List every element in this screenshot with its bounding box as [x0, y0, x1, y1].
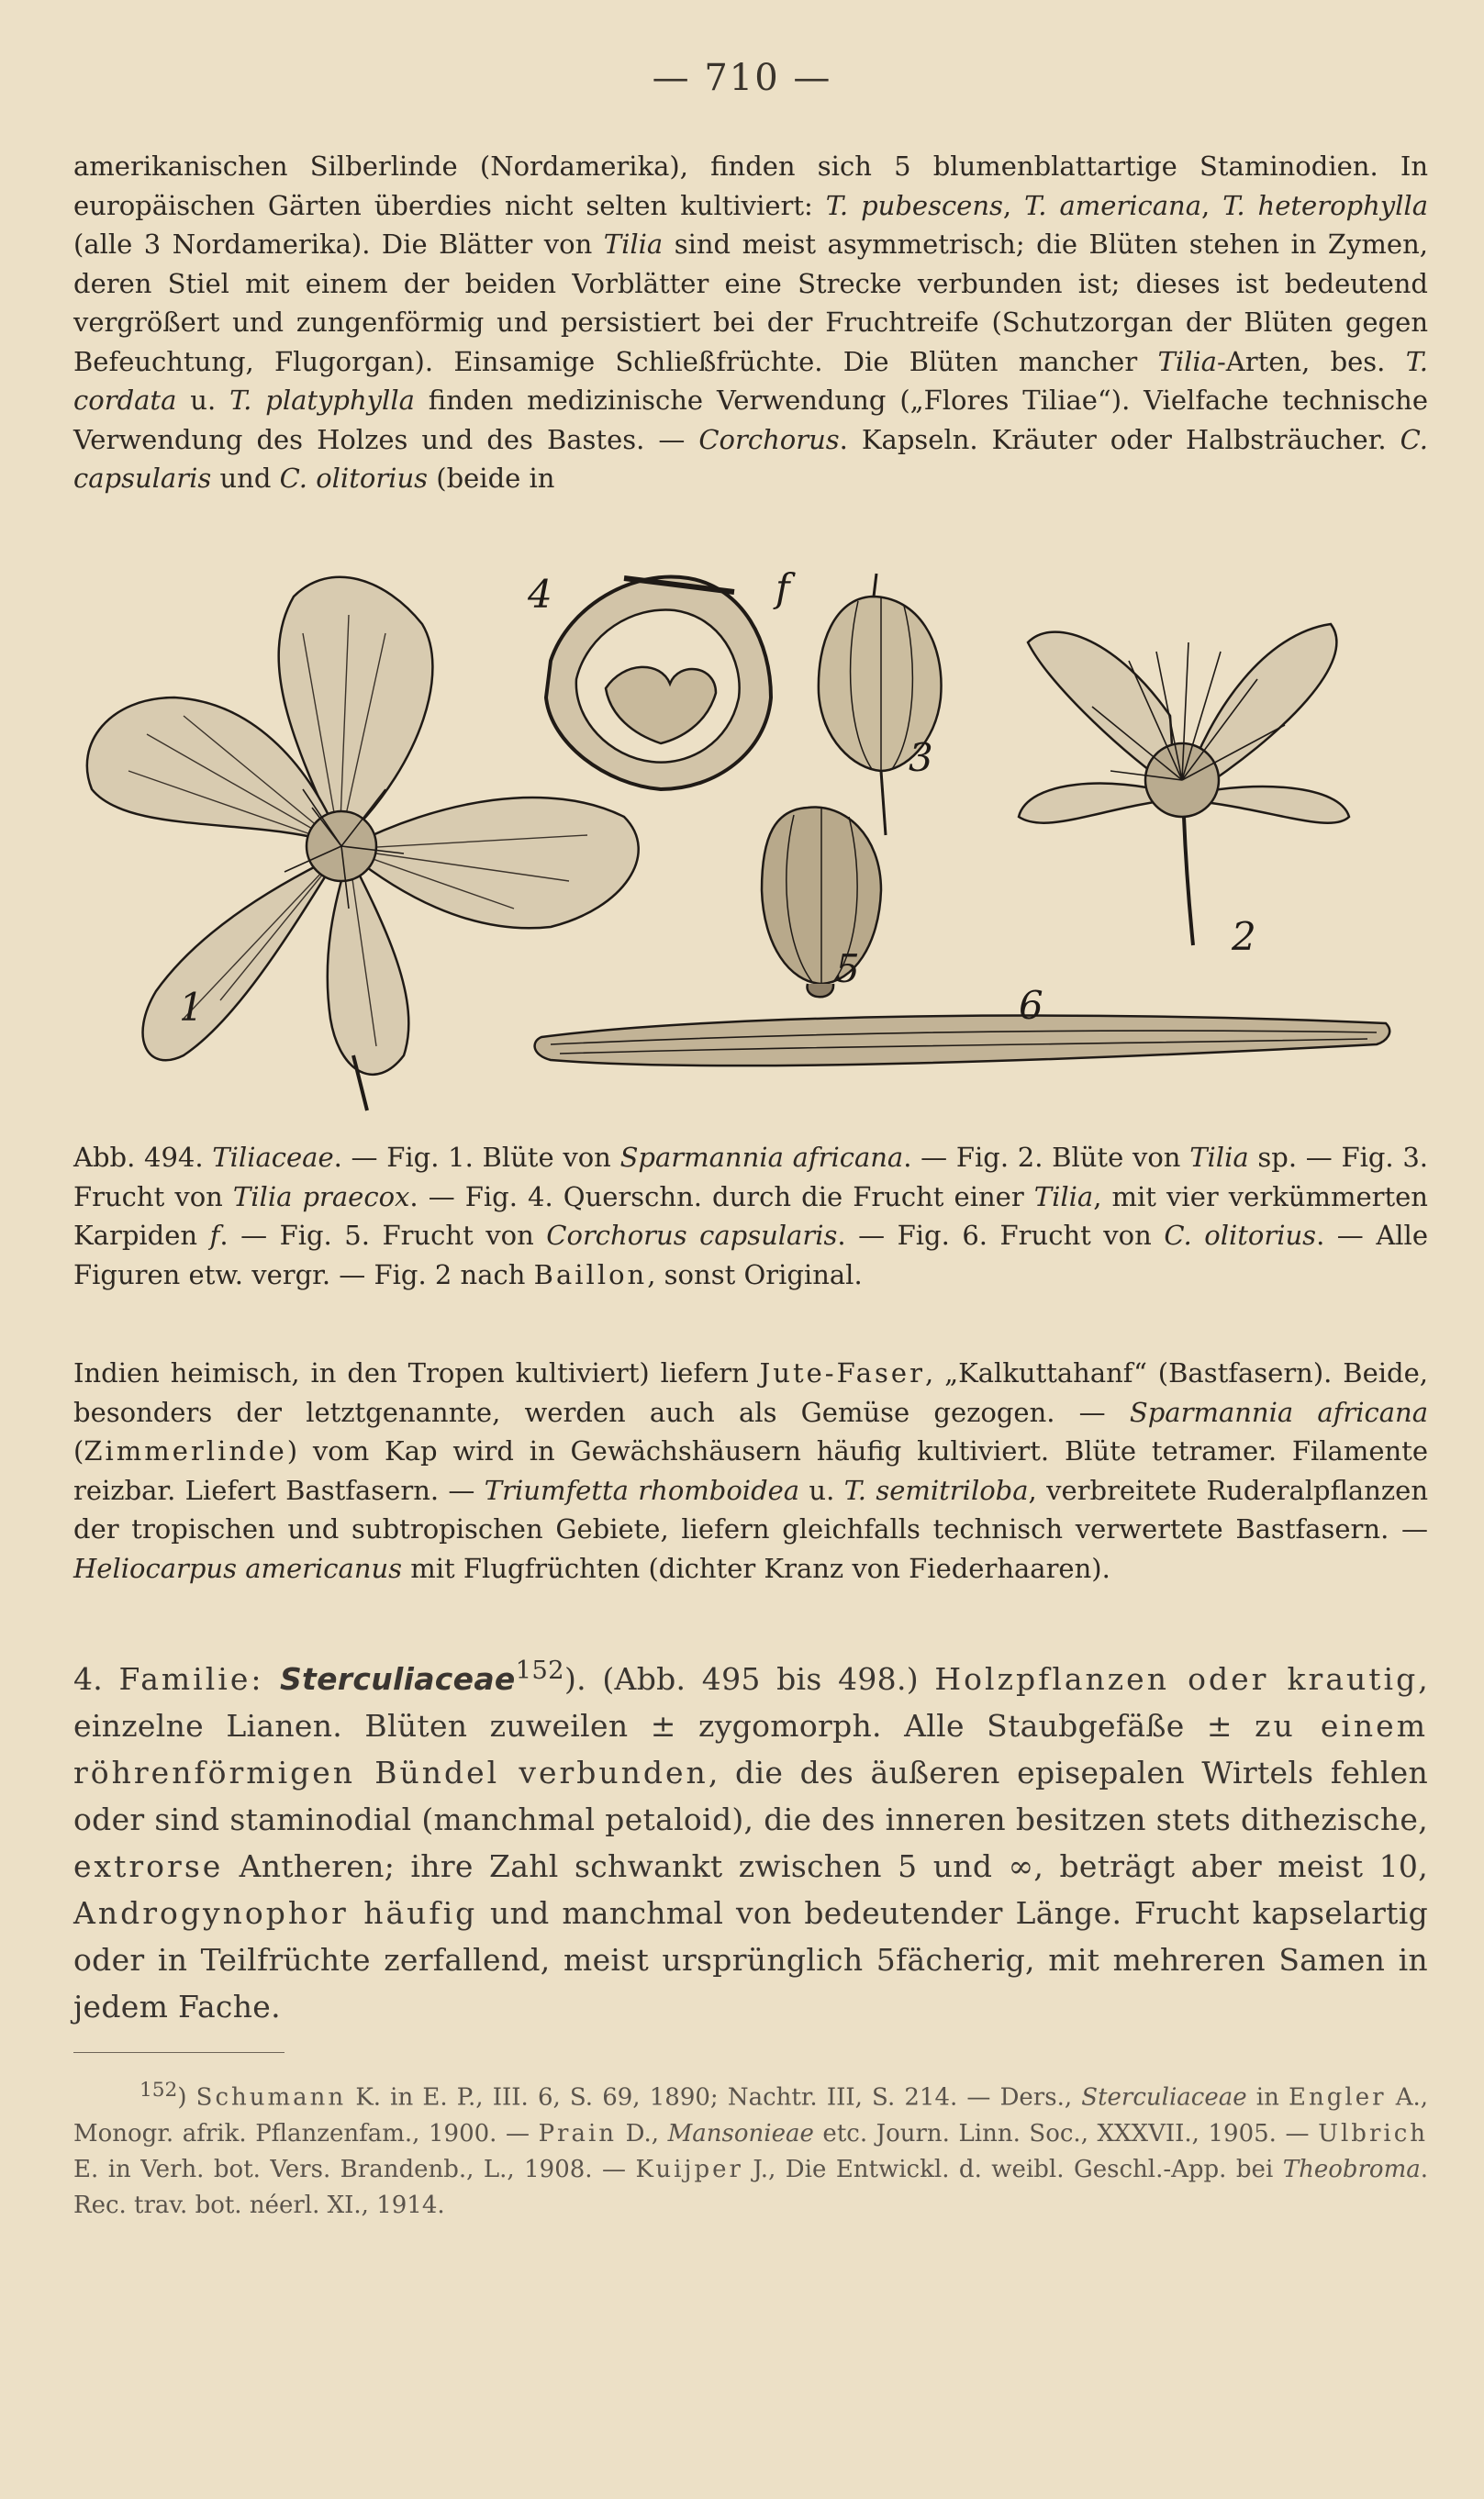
top-paragraph: amerikanischen Silberlinde (Nordamerika), finden sich 5 blumenblattartige Staminodien. In europäischen Gärten überdies nicht selten kultiviert: T. pubescens, T. americana, T. heterophylla (alle 3 Nordamerika). Die Blätter von Tilia sind meist asymmetrisch; die Blüten stehen in Zymen, deren Stiel mit einem der beiden Vorblätter eine Strecke verbunden ist; dieses ist bedeutend vergrößert und zungenförmig und persistiert bei der Fruchtreife (Schutzorgan der Blüten gegen Befeuchtung, Flugorgan). Einsamige Schließfrüchte. Die Blüten mancher Tilia-Arten, bes. T. cordata u. T. platyphylla finden medizinische Verwendung („Flores Tiliae“). Vielfache technische Verwendung des Holzes und des Bastes. — Corchorus. Kapseln. Kräuter oder Halbsträucher. C. capsularis und C. olitorius (beide in	[73, 151, 1428, 494]
fig-label: f	[775, 565, 790, 610]
fig-label: 5	[835, 946, 860, 991]
fig-label: 2	[1232, 914, 1256, 959]
middle-paragraph: Indien heimisch, in den Tropen kultiviert) liefern Jute-Faser, „Kalkuttahanf“ (Bastfasern). Beide, besonders der letztgenannte, werden auch als Gemüse gezogen. — Sparmannia africana (Zimmerlinde) vom Kap wird in Gewächshäusern häufig kultiviert. Blüte tetramer. Filamente reizbar. Liefert Bastfasern. — Triumfetta rhomboidea u. T. semitriloba, verbreitete Ruderalpflanzen der tropischen und subtropischen Gebiete, liefern gleichfalls technisch verwertete Bastfasern. — Heliocarpus americanus mit Flugfrüchten (dichter Kranz von Fiederhaaren).	[73, 1357, 1429, 1584]
footnote-divider	[73, 2052, 285, 2053]
family-paragraph: 4. Familie: Sterculiaceae$^{152}$). (Abb. 495 bis 498.) Holzpflanzen oder krautig, einzelne Lianen. Blüten zuweilen ± zygomorph. Alle Staubgefäße ± zu einem röhrenförmigen Bündel verbunden, die des äußeren episepalen Wirtels fehlen oder sind staminodial (manchmal petaloid), die des inneren besitzen stets dithezische, extrorse Antheren; ihre Zahl schwankt zwischen 5 und ∞, beträgt aber meist 10, Androgynophor häufig und manchmal von bedeutender Länge. Frucht kapselartig oder in Teilfrüchte zerfallend, meist ursprünglich 5fächerig, mit mehreren Samen in jedem Fache.	[73, 1656, 1428, 2025]
fig-label: 1	[179, 985, 204, 1030]
fig5-fruit-drawing	[762, 808, 881, 998]
fig-label: 4	[528, 572, 552, 617]
fig6-pod-drawing	[535, 1016, 1390, 1066]
fig-label: 6	[1019, 983, 1043, 1028]
fig3-fruit-drawing	[819, 574, 942, 835]
page-number: — 710 —	[652, 57, 832, 99]
footnote: $^{152}$) Schumann K. in E. P., III. 6, S. 69, 1890; Nachtr. III, S. 214. — Ders., Sterculiaceae in Engler A., Monogr. afrik. Pflanzenfam., 1900. — Prain D., Mansonieae etc. Journ. Linn. Soc., XXXVII., 1905. — Ulbrich E. in Verh. bot. Vers. Brandenb., L., 1908. — Kuijper J., Die Entwickl. d. weibl. Geschl.-App. bei Theobroma. Rec. trav. bot. néerl. XI., 1914.	[73, 2079, 1429, 2219]
fig2-flower-drawing	[1019, 624, 1349, 945]
botanical-figure	[73, 560, 1428, 1129]
fig-label: 3	[909, 735, 933, 780]
fig4-cross-section-drawing	[546, 576, 771, 789]
figure-illustration	[73, 560, 1428, 1129]
figure-caption: Abb. 494. Tiliaceae. — Fig. 1. Blüte von Sparmannia africana. — Fig. 2. Blüte von Tilia sp. — Fig. 3. Frucht von Tilia praecox. — Fig. 4. Querschn. durch die Frucht einer Tilia, mit vier verkümmerten Karpiden f. — Fig. 5. Frucht von Corchorus capsularis. — Fig. 6. Frucht von C. olitorius. — Alle Figuren etw. vergr. — Fig. 2 nach Baillon, sonst Original.	[73, 1142, 1429, 1290]
